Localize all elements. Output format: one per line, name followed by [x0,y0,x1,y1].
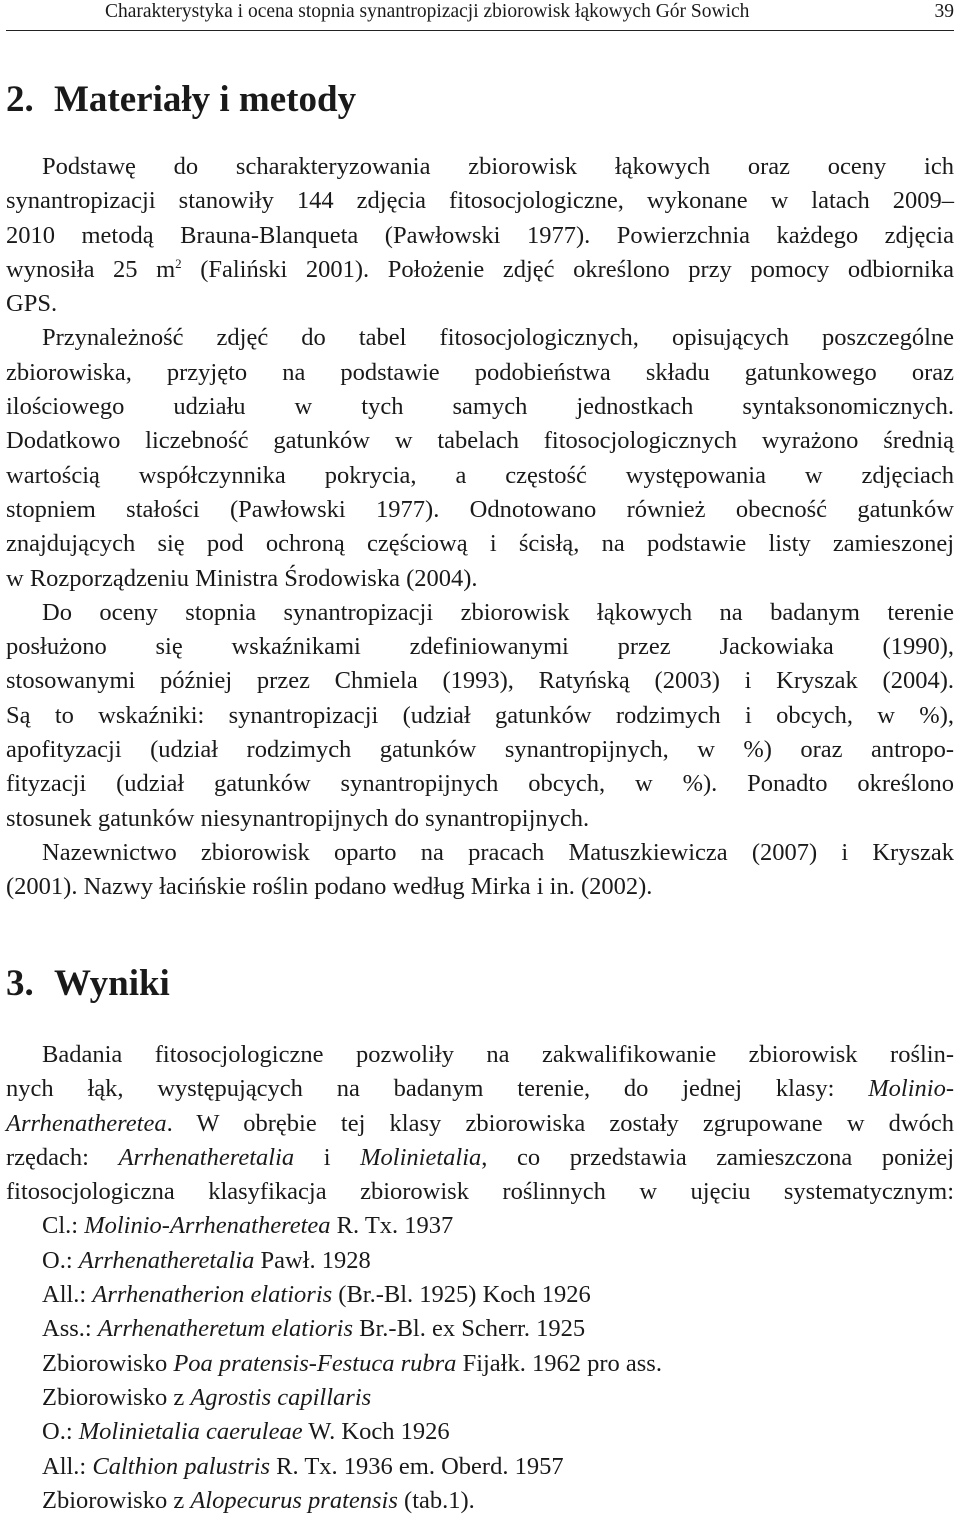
text-line: zbiorowiska, przyjęto na podstawie podobieństwa składu gatunkowego oraz [6,358,954,386]
taxon-name: Arrhenatherion elatioris [92,1281,333,1309]
text-line: Przynależność zdjęć do tabel fitosocjologicznych, opisujących poszczególne [42,324,954,352]
section-2-title: Materiały i metody [54,79,357,120]
taxon-name: Molinio- [868,1075,954,1103]
taxon-name: Agrostis capillaris [190,1383,372,1411]
page-number: 39 [934,1,954,22]
classification-item: All.: Calthion palustris R. Tx. 1936 em. Oberd. 1957 [42,1452,564,1480]
text-line: fitosocjologiczna klasyfikacja zbiorowisk roślinnych w ujęciu systematycznym: [6,1178,954,1206]
text-line: posłużono się wskaźnikami zdefiniowanymi przez Jackowiaka (1990), [6,633,954,661]
text-line: GPS. [6,290,58,318]
text-line: 2010 metodą Brauna-Blanqueta (Pawłowski 1977). Powierzchnia każdego zdjęcia [6,221,954,249]
taxon-name: Molinietalia [360,1143,482,1171]
text-line: Dodatkowo liczebność gatunków w tabelach fitosocjologicznych wyrażono średnią [6,427,954,455]
text-line: (2001). Nazwy łacińskie roślin podano według Mirka i in. (2002). [6,873,653,901]
taxon-name: Arrhenatheretum elatioris [97,1315,354,1343]
taxon-name: Calthion palustris [92,1452,271,1480]
classification-item: Zbiorowisko z Alopecurus pratensis (tab.1). [42,1486,475,1514]
classification-item: O.: Molinietalia caeruleae W. Koch 1926 [42,1418,450,1446]
text-line: rzędach: Arrhenatheretalia i Molinietalia, co przedstawia zamieszczona poniżej [6,1143,954,1171]
taxon-name: Arrhenatheretea [6,1109,167,1137]
classification-item: Ass.: Arrhenatheretum elatioris Br.-Bl. ex Scherr. 1925 [42,1315,586,1343]
classification-item: O.: Arrhenatheretalia Pawł. 1928 [42,1246,371,1274]
text-line: wartością współczynnika pokrycia, a częstość występowania w zdjęciach [6,461,954,489]
taxon-name: Poa pratensis-Festuca rubra [173,1349,457,1377]
running-head [6,0,954,31]
section-3-title: Wyniki [54,963,170,1004]
text-line: znajdujących się pod ochroną częściową i ścisłą, na podstawie listy zamieszonej [6,530,954,558]
section-2-heading [6,78,356,122]
taxon-name: Molinio-Arrhenatheretea [84,1212,331,1240]
section-3-body [6,1038,954,1518]
text-line: stosunek gatunków niesynantropijnych do synantropijnych. [6,804,590,832]
section-2-number: 2. [6,79,34,120]
text-line: apofityzacji (udział rodzimych gatunków synantropijnych, w %) oraz antropo- [6,736,954,764]
section-2-body [6,150,954,905]
running-head-title: Charakterystyka i ocena stopnia synantropizacji zbiorowisk łąkowych Gór Sowich [105,1,750,22]
text-line: Podstawę do scharakteryzowania zbiorowisk łąkowych oraz oceny ich [42,153,954,180]
classification-item: Zbiorowisko Poa pratensis-Festuca rubra Fijałk. 1962 pro ass. [42,1349,662,1377]
text-line: Arrhenatheretea. W obrębie tej klasy zbiorowiska zostały zgrupowane w dwóch [6,1109,954,1137]
taxon-name: Alopecurus pratensis [190,1486,398,1514]
superscript: 2 [175,255,182,271]
text-line: synantropizacji stanowiły 144 zdjęcia fitosocjologiczne, wykonane w latach 2009– [6,187,954,215]
text-line: w Rozporządzeniu Ministra Środowiska (2004). [6,564,478,592]
classification-item: Cl.: Molinio-Arrhenatheretea R. Tx. 1937 [42,1212,454,1240]
text-line: Badania fitosocjologiczne pozwoliły na zakwalifikowanie zbiorowisk roślin- [42,1041,954,1068]
taxon-name: Molinietalia caeruleae [78,1418,303,1446]
section-3-number: 3. [6,963,34,1004]
text-line: Nazewnictwo zbiorowisk oparto na pracach Matuszkiewicza (2007) i Kryszak [42,838,954,866]
text-line: fityzacji (udział gatunków synantropijnych obcych, w %). Ponadto określono [6,770,954,798]
text-line: stopniem stałości (Pawłowski 1977). Odnotowano również obecność gatunków [6,495,954,523]
taxon-name: Arrhenatheretalia [118,1143,295,1171]
taxon-name: Arrhenatheretalia [78,1246,255,1274]
text-line: nych łąk, występujących na badanym terenie, do jednej klasy: Molinio- [6,1075,954,1103]
text-line: wynosiła 25 $m^2$ (Faliński 2001). Położenie zdjęć określono przy pomocy odbiornika [6,255,954,283]
text-line: Są to wskaźniki: synantropizacji (udział gatunków rodzimych i obcych, w %), [6,701,954,729]
text-line: ilościowego udziału w tych samych jednostkach syntaksonomicznych. [6,393,954,421]
text-line: Do oceny stopnia synantropizacji zbiorowisk łąkowych na badanym terenie [42,598,954,626]
classification-item: Zbiorowisko z Agrostis capillaris [42,1383,372,1411]
section-3-heading [6,962,170,1006]
classification-item: All.: Arrhenatherion elatioris (Br.-Bl. 1925) Koch 1926 [42,1281,591,1309]
text-line: stosowanymi później przez Chmiela (1993), Ratyńską (2003) i Kryszak (2004). [6,667,954,695]
